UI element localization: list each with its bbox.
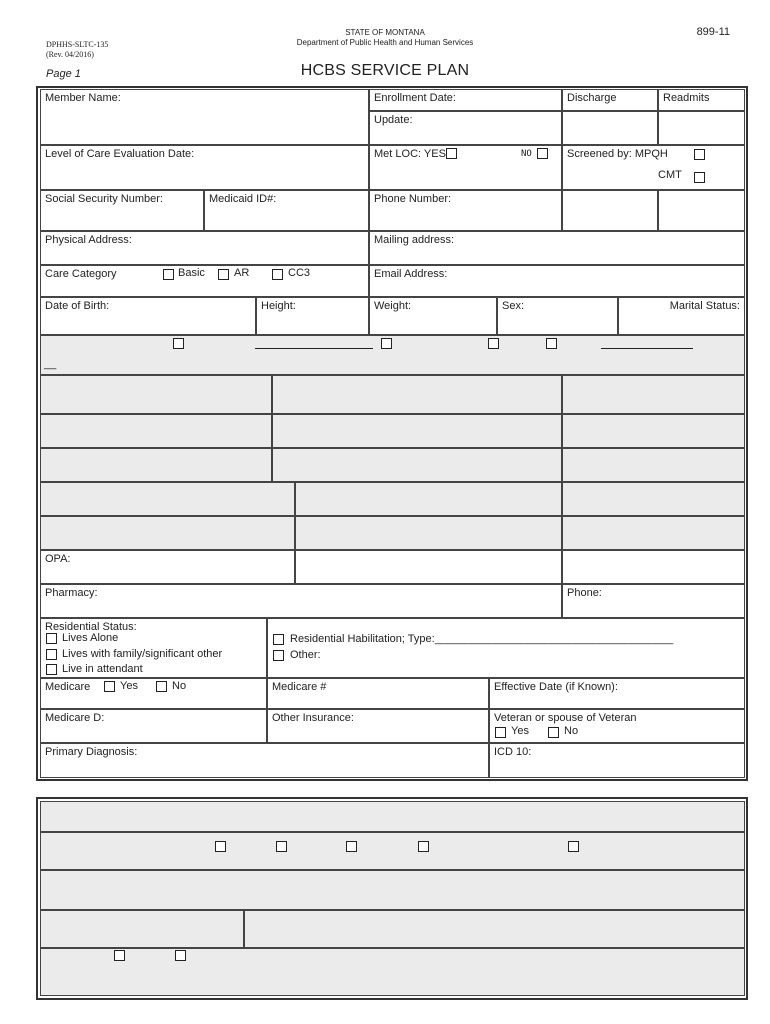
- screened-cmt-checkbox[interactable]: [694, 172, 705, 183]
- secondary-row-4-left[interactable]: [40, 910, 244, 948]
- grid-cell[interactable]: [295, 516, 562, 550]
- secondary-checkbox-7[interactable]: [175, 950, 186, 961]
- email-address-field[interactable]: [369, 265, 745, 297]
- veteran-yes-checkbox[interactable]: [495, 727, 506, 738]
- opa-field[interactable]: [40, 550, 295, 584]
- row-checkbox-1[interactable]: [173, 338, 184, 349]
- care-cc3-checkbox[interactable]: [272, 269, 283, 280]
- medicare-field: [40, 678, 267, 709]
- secondary-checkbox-4[interactable]: [418, 841, 429, 852]
- grid-cell[interactable]: [272, 414, 562, 448]
- screened-mpqh-checkbox[interactable]: [694, 149, 705, 160]
- met-loc-yes-checkbox[interactable]: [446, 148, 457, 159]
- loc-evaluation-label: Level of Care Evaluation Date:: [45, 148, 195, 160]
- lives-family-checkbox[interactable]: [46, 649, 57, 660]
- dob-label: Date of Birth:: [45, 300, 110, 312]
- medicare-d-field[interactable]: [40, 709, 267, 743]
- secondary-checkbox-6[interactable]: [114, 950, 125, 961]
- medicare-number-field[interactable]: [267, 678, 489, 709]
- veteran-label: Veteran or spouse of Veteran: [494, 712, 637, 724]
- medicaid-id-field[interactable]: [204, 190, 369, 231]
- grid-cell[interactable]: [40, 375, 272, 414]
- grid-cell[interactable]: [272, 375, 562, 414]
- grid-cell[interactable]: [272, 448, 562, 482]
- medicare-yes-checkbox[interactable]: [104, 681, 115, 692]
- row-checkbox-3[interactable]: [488, 338, 499, 349]
- readmits-label: Readmits: [663, 92, 710, 104]
- grid-cell[interactable]: [562, 375, 745, 414]
- icd10-field[interactable]: [489, 743, 745, 778]
- secondary-checkbox-2[interactable]: [276, 841, 287, 852]
- grid-cell[interactable]: [40, 516, 295, 550]
- grid-cell[interactable]: [562, 448, 745, 482]
- pharmacy-field[interactable]: [40, 584, 562, 618]
- blank-line-2: [601, 348, 693, 349]
- met-loc-label: Met LOC: YES: [374, 148, 446, 160]
- grid-cell[interactable]: [562, 482, 745, 516]
- discharge-label: Discharge: [567, 92, 617, 104]
- effective-date-label: Effective Date (if Known):: [494, 681, 618, 693]
- pharmacy-label: Pharmacy:: [45, 587, 98, 599]
- residential-other-checkbox[interactable]: [273, 650, 284, 661]
- enrollment-date-field[interactable]: [369, 89, 562, 111]
- sex-label: Sex:: [502, 300, 525, 312]
- dob-field[interactable]: [40, 297, 256, 335]
- opa-field-3[interactable]: [562, 550, 745, 584]
- residential-habilitation-label: Residential Habilitation; Type:_______________________________________: [290, 633, 674, 645]
- lives-alone-label: Lives Alone: [62, 632, 119, 644]
- page-title: HCBS SERVICE PLAN: [300, 62, 470, 79]
- state-name: STATE OF MONTANA: [345, 28, 425, 37]
- care-category-label: Care Category: [45, 268, 117, 280]
- underscore-mark: __: [44, 358, 57, 370]
- medicare-label: Medicare: [45, 681, 91, 693]
- icd10-label: ICD 10:: [494, 746, 532, 758]
- care-ar-checkbox[interactable]: [218, 269, 229, 280]
- cmt-label: CMT: [658, 169, 682, 181]
- screened-by-field: [562, 145, 745, 190]
- live-attendant-label: Live in attendant: [62, 663, 143, 675]
- discharge-field-2[interactable]: [562, 190, 658, 231]
- veteran-no-checkbox[interactable]: [548, 727, 559, 738]
- medicaid-id-label: Medicaid ID#:: [209, 193, 277, 205]
- discharge-field[interactable]: [562, 111, 658, 145]
- height-label: Height:: [261, 300, 296, 312]
- opa-label: OPA:: [45, 553, 71, 565]
- weight-label: Weight:: [374, 300, 412, 312]
- member-name-label: Member Name:: [45, 92, 121, 104]
- secondary-row-1[interactable]: [40, 801, 745, 832]
- primary-diagnosis-field[interactable]: [40, 743, 489, 778]
- grid-cell[interactable]: [40, 448, 272, 482]
- care-basic-label: Basic: [178, 267, 205, 279]
- mailing-address-field[interactable]: [369, 231, 745, 265]
- loc-evaluation-date-field[interactable]: [40, 145, 369, 190]
- residential-status-label: Residential Status:: [45, 621, 137, 633]
- grid-cell[interactable]: [40, 482, 295, 516]
- residential-other-label: Other:: [290, 649, 321, 661]
- readmits-field-2[interactable]: [658, 190, 745, 231]
- secondary-row-4-right[interactable]: [244, 910, 745, 948]
- readmits-header: [658, 89, 745, 111]
- form-revision: (Rev. 04/2016): [46, 50, 94, 59]
- physical-address-label: Physical Address:: [45, 234, 132, 246]
- medicare-no-label: No: [172, 680, 187, 692]
- veteran-no-label: No: [564, 725, 579, 737]
- grid-cell[interactable]: [562, 414, 745, 448]
- ssn-label: Social Security Number:: [45, 193, 163, 205]
- enrollment-date-label: Enrollment Date:: [374, 92, 456, 104]
- form-id: DPHHS-SLTC-135: [46, 40, 109, 49]
- pharmacy-phone-field[interactable]: [562, 584, 745, 618]
- update-label: Update:: [374, 114, 413, 126]
- update-field[interactable]: [369, 111, 562, 145]
- other-insurance-label: Other Insurance:: [272, 712, 354, 724]
- email-address-label: Email Address:: [374, 268, 448, 280]
- phone-number-field[interactable]: [369, 190, 562, 231]
- other-insurance-field[interactable]: [267, 709, 489, 743]
- met-loc-no-label: NO: [521, 149, 532, 159]
- met-loc-field: [369, 145, 562, 190]
- department-name: Department of Public Health and Human Services: [296, 38, 474, 47]
- medicare-no-checkbox[interactable]: [156, 681, 167, 692]
- height-field[interactable]: [256, 297, 369, 335]
- grid-cell[interactable]: [295, 482, 562, 516]
- care-cc3-label: CC3: [288, 267, 311, 279]
- mailing-address-label: Mailing address:: [374, 234, 455, 246]
- page-number: Page 1: [46, 68, 81, 80]
- weight-field[interactable]: [369, 297, 497, 335]
- screened-by-label: Screened by: MPQH: [567, 148, 668, 160]
- veteran-yes-label: Yes: [511, 725, 529, 737]
- ssn-field[interactable]: [40, 190, 204, 231]
- secondary-row-2: [40, 832, 745, 870]
- blank-line-1: [255, 348, 373, 349]
- lives-alone-checkbox[interactable]: [46, 633, 57, 644]
- marital-status-field[interactable]: [618, 297, 745, 335]
- secondary-checkbox-3[interactable]: [346, 841, 357, 852]
- form-number: 899-11: [696, 26, 730, 38]
- opa-field-2[interactable]: [295, 550, 562, 584]
- secondary-row-3[interactable]: [40, 870, 745, 910]
- marital-status-label: Marital Status:: [669, 300, 740, 312]
- medicare-d-label: Medicare D:: [45, 712, 105, 724]
- care-basic-checkbox[interactable]: [163, 269, 174, 280]
- gray-checkbox-row: [40, 335, 745, 375]
- pharmacy-phone-label: Phone:: [567, 587, 602, 599]
- phone-number-label: Phone Number:: [374, 193, 452, 205]
- lives-family-label: Lives with family/significant other: [62, 648, 223, 660]
- secondary-row-5: [40, 948, 745, 996]
- medicare-yes-label: Yes: [120, 680, 138, 692]
- grid-cell[interactable]: [40, 414, 272, 448]
- medicare-number-label: Medicare #: [272, 681, 327, 693]
- readmits-field[interactable]: [658, 111, 745, 145]
- primary-diagnosis-label: Primary Diagnosis:: [45, 746, 138, 758]
- grid-cell[interactable]: [562, 516, 745, 550]
- secondary-checkbox-5[interactable]: [568, 841, 579, 852]
- physical-address-field[interactable]: [40, 231, 369, 265]
- sex-field[interactable]: [497, 297, 618, 335]
- live-attendant-checkbox[interactable]: [46, 664, 57, 675]
- residential-habilitation-field: [267, 618, 745, 678]
- row-checkbox-4[interactable]: [546, 338, 557, 349]
- residential-habilitation-checkbox[interactable]: [273, 634, 284, 645]
- care-ar-label: AR: [234, 267, 250, 279]
- met-loc-no-checkbox[interactable]: [537, 148, 548, 159]
- agency-block: [0, 28, 770, 48]
- row-checkbox-2[interactable]: [381, 338, 392, 349]
- member-name-field[interactable]: [40, 89, 369, 145]
- discharge-header: [562, 89, 658, 111]
- effective-date-field[interactable]: [489, 678, 745, 709]
- secondary-checkbox-1[interactable]: [215, 841, 226, 852]
